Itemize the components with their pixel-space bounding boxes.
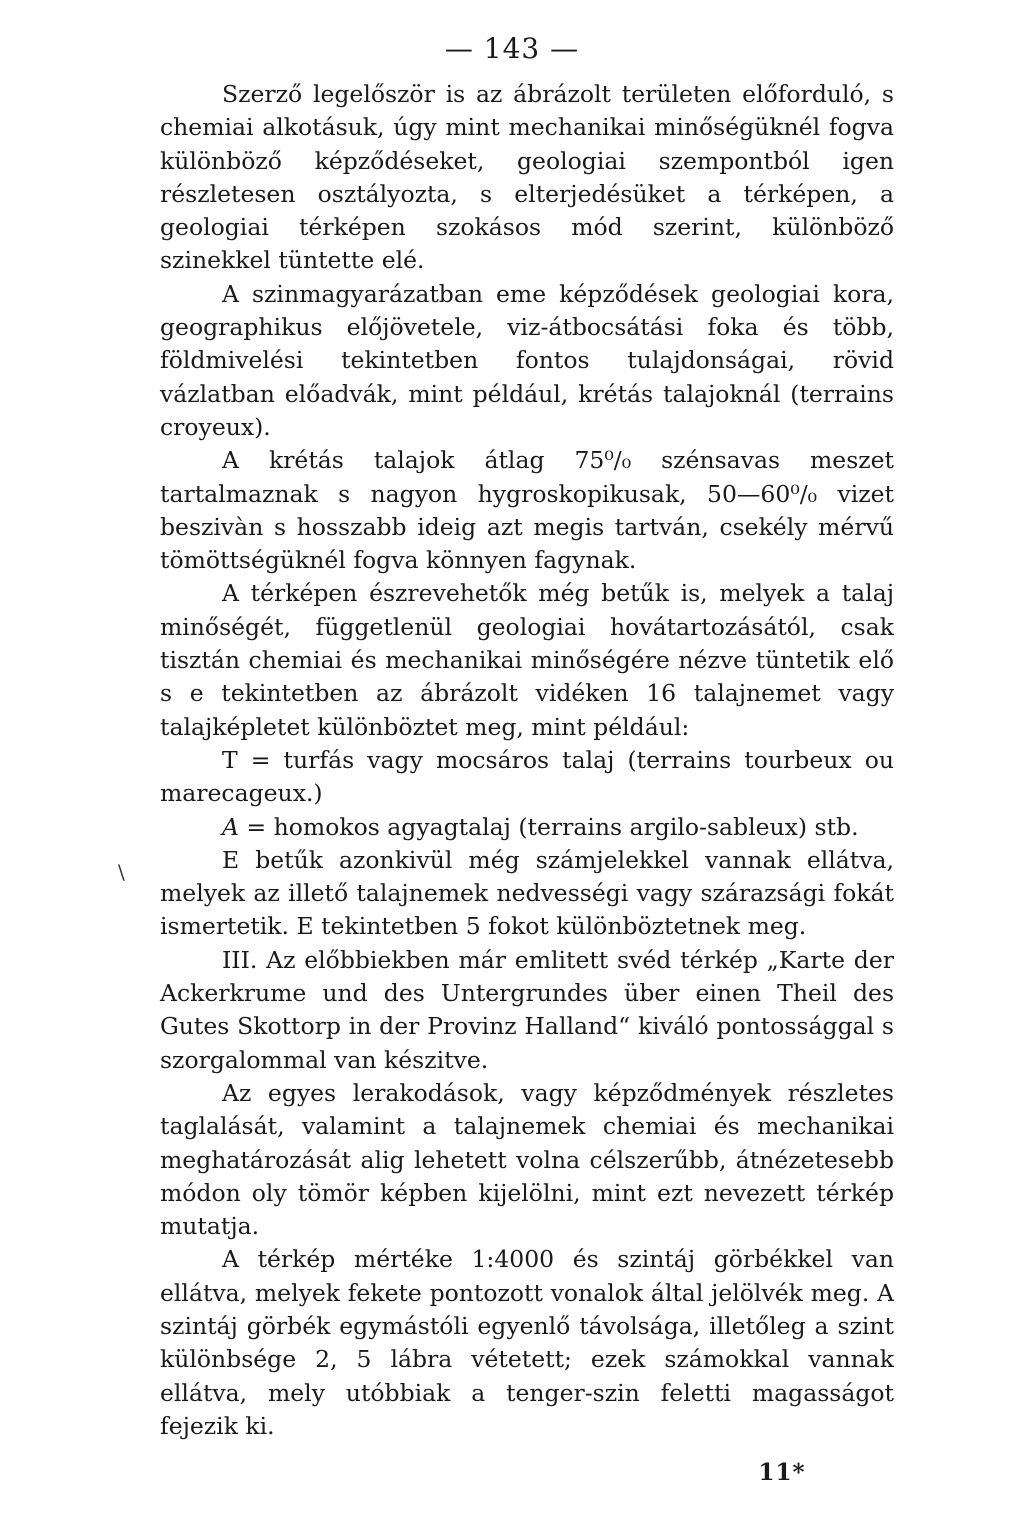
paragraph-9: Az egyes lerakodások, vagy képződmények részletes taglalását, valamint a talajnemek chemiai és mechanikai meghatározását alig lehetett volna célszerűbb, átnézetesebb módon oly tömör képben kijelölni, mint ezt nevezett térkép mutatja. [160,1078,894,1241]
paragraph-4: A térképen észrevehetők még betűk is, melyek a talaj minőségét, függetlenül geologiai hovátartozásától, csak tisztán chemiai és mechanikai minőségére nézve tüntetik elő s e tekintetben az ábrázolt vidéken 16 talajnemet vagy talajképletet különböztet meg, mint például: [160,579,894,741]
stray-mark: \ [118,860,125,884]
paragraph-3: A krétás talajok átlag 75⁰/₀ szénsavas meszet tartalmaznak s nagyon hygroskopikusak, 50—60⁰/₀ vizet beszivàn s hosszabb ideig azt megis tartván, csekély mérvű tömöttségüknél fogva könnyen fagynak. [160,446,894,575]
signature-mark: 11* [758,1459,806,1486]
paragraph-6-argilo [160,811,894,844]
paragraph-1: Szerző legelőször is az ábrázolt területen előforduló, s chemiai alkotásuk, úgy mint mechanikai minőségüknél fogva különböző képződéseket, geologiai szempontból igen részletesen osztályozta, s elterjedésüket a térképen, a geologiai térképen szokásos mód szerint, különböző szinekkel tüntette elé. [160,80,894,275]
paragraph-8: III. Az előbbiekben már emlitett svéd térkép „Karte der Ackerkrume und des Untergrundes über einen Theil des Gutes Skottorp in der Provinz Halland“ kiváló pontossággal s szorgalommal van készitve. [160,945,894,1074]
italic-letter: A [222,812,239,841]
page-number: — 143 — [444,32,580,65]
body-text [160,78,894,1443]
paragraph-5-turf: T = turfás vagy mocsáros talaj (terrains tourbeux ou marecageux.) [160,745,894,808]
paragraph-6-text: = homokos agyagtalaj (terrains argilo-sableux) stb. [246,812,859,841]
paragraph-7: E betűk azonkivül még számjelekkel vannak ellátva, melyek az illető talajnemek nedvességi vagy szárazsági fokát ismertetik. E tekintetben 5 fokot különböztetnek meg. [160,845,894,941]
paragraph-10: A térkép mértéke 1:4000 és szintáj görbékkel van ellátva, melyek fekete pontozott vonalok által jelölvék meg. A szintáj görbék egymástóli egyenlő távolsága, illetőleg a szint különbsége 2, 5 lábra vétetett; ezek számokkal vannak ellátva, mely utóbbiak a tenger-szin feletti magasságot fejezik ki. [160,1245,894,1440]
paragraph-2: A szinmagyarázatban eme képződések geologiai kora, geographikus előjövetele, viz-átbocsátási foka és több, földmivelési tekintetben fontos tulajdonságai, rövid vázlatban előadvák, mint például, krétás talajoknál (terrains croyeux). [160,279,894,441]
